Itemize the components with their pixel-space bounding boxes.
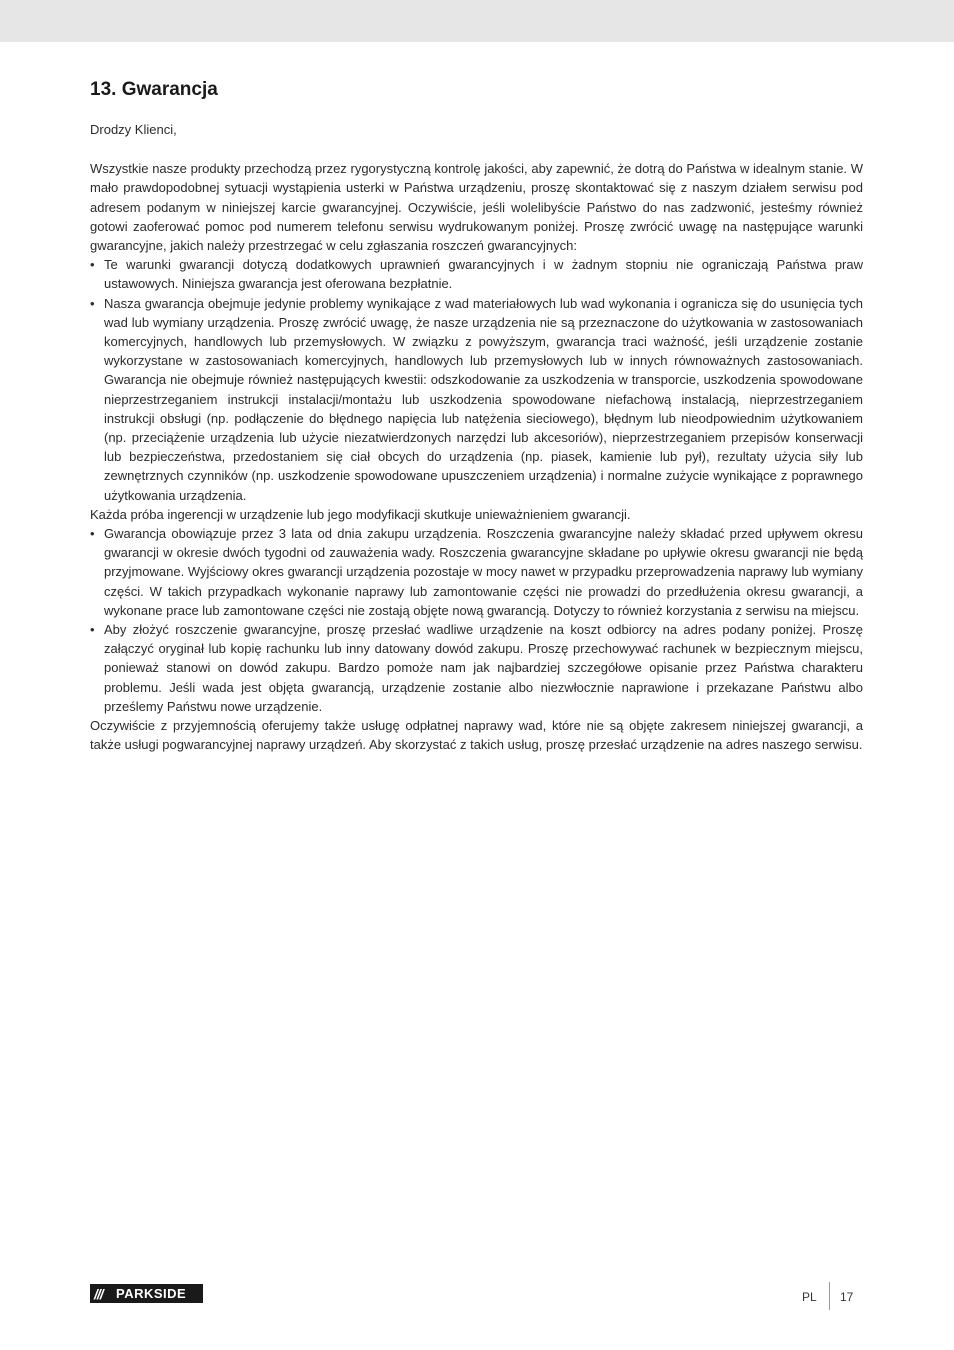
bullet-item: • Nasza gwarancja obejmuje jedynie problemy wynikające z wad materiałowych lub wad wykonania i ogranicza się do usunięcia tych wad lub wymiany urządzenia. Proszę zwrócić uwagę, że nasze urządzenia nie są przeznaczone do użytkowania w zastosowaniach komercyjnych, handlowych lub przemysłowych. W związku z powyższym, gwarancja traci ważność, jeśli urządzenie zostanie wykorzystane w zastosowaniach komercyjnych, handlowych lub przemysłowych lub w innych równoważnych zastosowaniach. Gwarancja nie obejmuje również następujących kwestii: odszkodowanie za uszkodzenia w transporcie, uszkodzenia spowodowane nieprzestrzeganiem instrukcji instalacji/montażu lub uszkodzenia spowodowane niefachową instalacją, nieprzestrzeganiem instrukcji obsługi (np. podłączenie do błędnego napięcia lub natężenia sieciowego), błędnym lub nieodpowiednim użytkowaniem (np. przeciążenie urządzenia lub użycie niezatwierdzonych narzędzi lub akcesoriów), nieprzestrzeganiem przepisów konserwacji lub bezpieczeństwa, przedostaniem się ciał obcych do urządzenia (np. piasek, kamienie lub pył), rezultaty użycia siły lub zewnętrznych czynników (np. uszkodzenie spowodowane upuszczeniem urządzenia) i normalne zużycie wynikające z poprawnego użytkowania urządzenia.: [90, 294, 863, 505]
top-band: [0, 0, 954, 42]
logo-wordmark: PARKSIDE: [116, 1286, 187, 1301]
language-code: PL: [802, 1290, 817, 1304]
logo-slashes: ///: [94, 1285, 103, 1302]
closing-paragraph: Oczywiście z przyjemnością oferujemy także usługę odpłatnej naprawy wad, które nie są objęte zakresem niniejszej gwarancji, a także usługi pogwarancyjnej naprawy urządzeń. Aby skorzystać z takich usług, proszę przesłać urządzenie na adres naszego serwisu.: [90, 718, 863, 753]
modification-note: Każda próba ingerencji w urządzenie lub jego modyfikacji skutkuje unieważnieniem gwarancji.: [90, 506, 631, 522]
intro-paragraph: Wszystkie nasze produkty przechodzą przez rygorystyczną kontrolę jakości, aby zapewnić, że dotrą do Państwa w idealnym stanie. W mało prawdopodobnej sytuacji wystąpienia usterki w Państwa urządzeniu, proszę skontaktować się z naszym działem serwisu pod adresem podanym w niniejszej karcie gwarancyjnej. Oczywiście, jeśli wolelibyście Państwo do nas zadzwonić, jesteśmy również gotowi zaoferować pomoc pod numerem telefonu serwisu wydrukowanym poniżej. Proszę zwrócić uwagę na następujące warunki gwarancyjne, jakich należy przestrzegać w celu zgłaszania roszczeń gwarancyjnych:: [90, 161, 863, 254]
page-content: [90, 78, 863, 755]
bullet-item: • Te warunki gwarancji dotyczą dodatkowych uprawnień gwarancyjnych i w żadnym stopniu nie ograniczają Państwa praw ustawowych. Niniejsza gwarancja jest oferowana bezpłatnie.: [90, 255, 863, 293]
bullet-item: • Gwarancja obowiązuje przez 3 lata od dnia zakupu urządzenia. Roszczenia gwarancyjne należy składać przed upływem okresu gwarancji w okresie dwóch tygodni od zauważenia wady. Roszczenia gwarancyjne składane po upływie okresu gwarancji nie będą przyjmowane. Wyjściowy okres gwarancji urządzenia pozostaje w mocy nawet w przypadku przeprowadzenia naprawy lub wymiany części. W takich przypadkach wykonanie naprawy lub zamontowanie części nie prowadzi do przedłużenia okresu gwarancji, a wykonane prace lub zamontowane części nie zostają objęte nową gwarancją. Dotyczy to również korzystania z serwisu na miejscu.: [90, 524, 863, 620]
bullet-list-2: [90, 524, 863, 716]
parkside-logo: [90, 1284, 203, 1303]
page-number: 17: [840, 1290, 854, 1304]
bullet-list-1: [90, 255, 863, 505]
section-heading: 13. Gwarancja: [90, 79, 218, 100]
footer-divider: [829, 1282, 830, 1310]
greeting: Drodzy Klienci,: [90, 122, 177, 137]
bullet-item: • Aby złożyć roszczenie gwarancyjne, proszę przesłać wadliwe urządzenie na koszt odbiorcy na adres podany poniżej. Proszę załączyć oryginał lub kopię rachunku lub inny datowany dowód zakupu. Proszę przechowywać rachunek w bezpiecznym miejscu, ponieważ stanowi on dowód zakupu. Bardzo pomoże nam jak najbardziej szczegółowe opisanie przez Państwa charakteru problemu. Jeśli wada jest objęta gwarancją, urządzenie zostanie albo niezwłocznie naprawione i przekazane Państwu albo prześlemy Państwu nowe urządzenie.: [90, 620, 863, 716]
page-footer: [0, 1282, 954, 1316]
